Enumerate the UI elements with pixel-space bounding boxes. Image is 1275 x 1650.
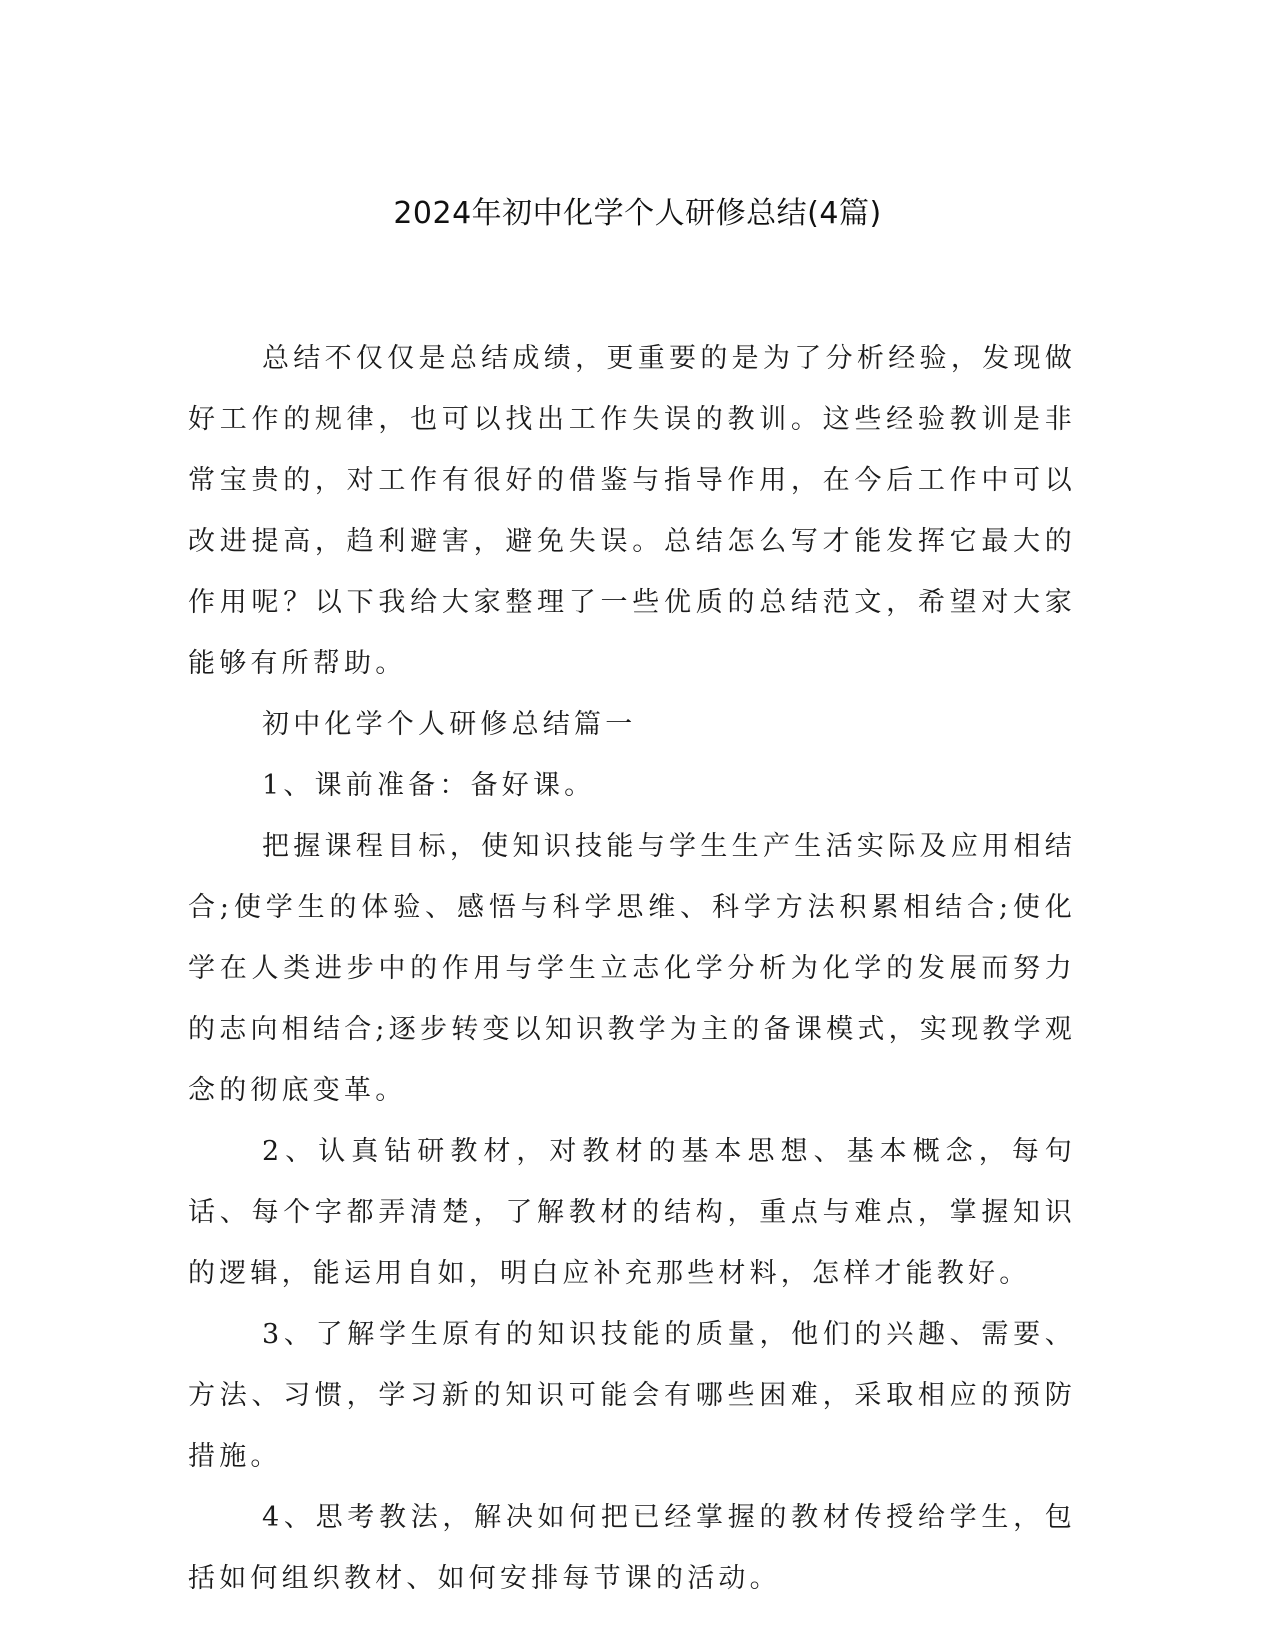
document-body (188, 328, 1076, 1609)
list-item-3: 3、了解学生原有的知识技能的质量，他们的兴趣、需要、方法、习惯，学习新的知识可能会有哪些困难，采取相应的预防措施。 (188, 1319, 1076, 1472)
intro-paragraph: 总结不仅仅是总结成绩，更重要的是为了分析经验，发现做好工作的规律，也可以找出工作失误的教训。这些经验教训是非常宝贵的，对工作有很好的借鉴与指导作用，在今后工作中可以改进提高，趋利避害，避免失误。总结怎么写才能发挥它最大的作用呢？以下我给大家整理了一些优质的总结范文，希望对大家能够有所帮助。 (188, 343, 1076, 679)
body-paragraph: 把握课程目标，使知识技能与学生生产生活实际及应用相结合;使学生的体验、感悟与科学思维、科学方法积累相结合;使化学在人类进步中的作用与学生立志化学分析为化学的发展而努力的志向相结合;逐步转变以知识教学为主的备课模式，实现教学观念的彻底变革。 (188, 831, 1076, 1106)
section-heading: 初中化学个人研修总结篇一 (262, 709, 637, 740)
list-item-4: 4、思考教法，解决如何把已经掌握的教材传授给学生，包括如何组织教材、如何安排每节课的活动。 (188, 1502, 1076, 1594)
list-item-2: 2、认真钻研教材，对教材的基本思想、基本概念，每句话、每个字都弄清楚，了解教材的结构，重点与难点，掌握知识的逻辑，能运用自如，明白应补充那些材料，怎样才能教好。 (188, 1136, 1076, 1289)
list-item-1: 1、课前准备：备好课。 (262, 770, 596, 801)
document-title: 2024年初中化学个人研修总结(4篇) (393, 196, 882, 231)
